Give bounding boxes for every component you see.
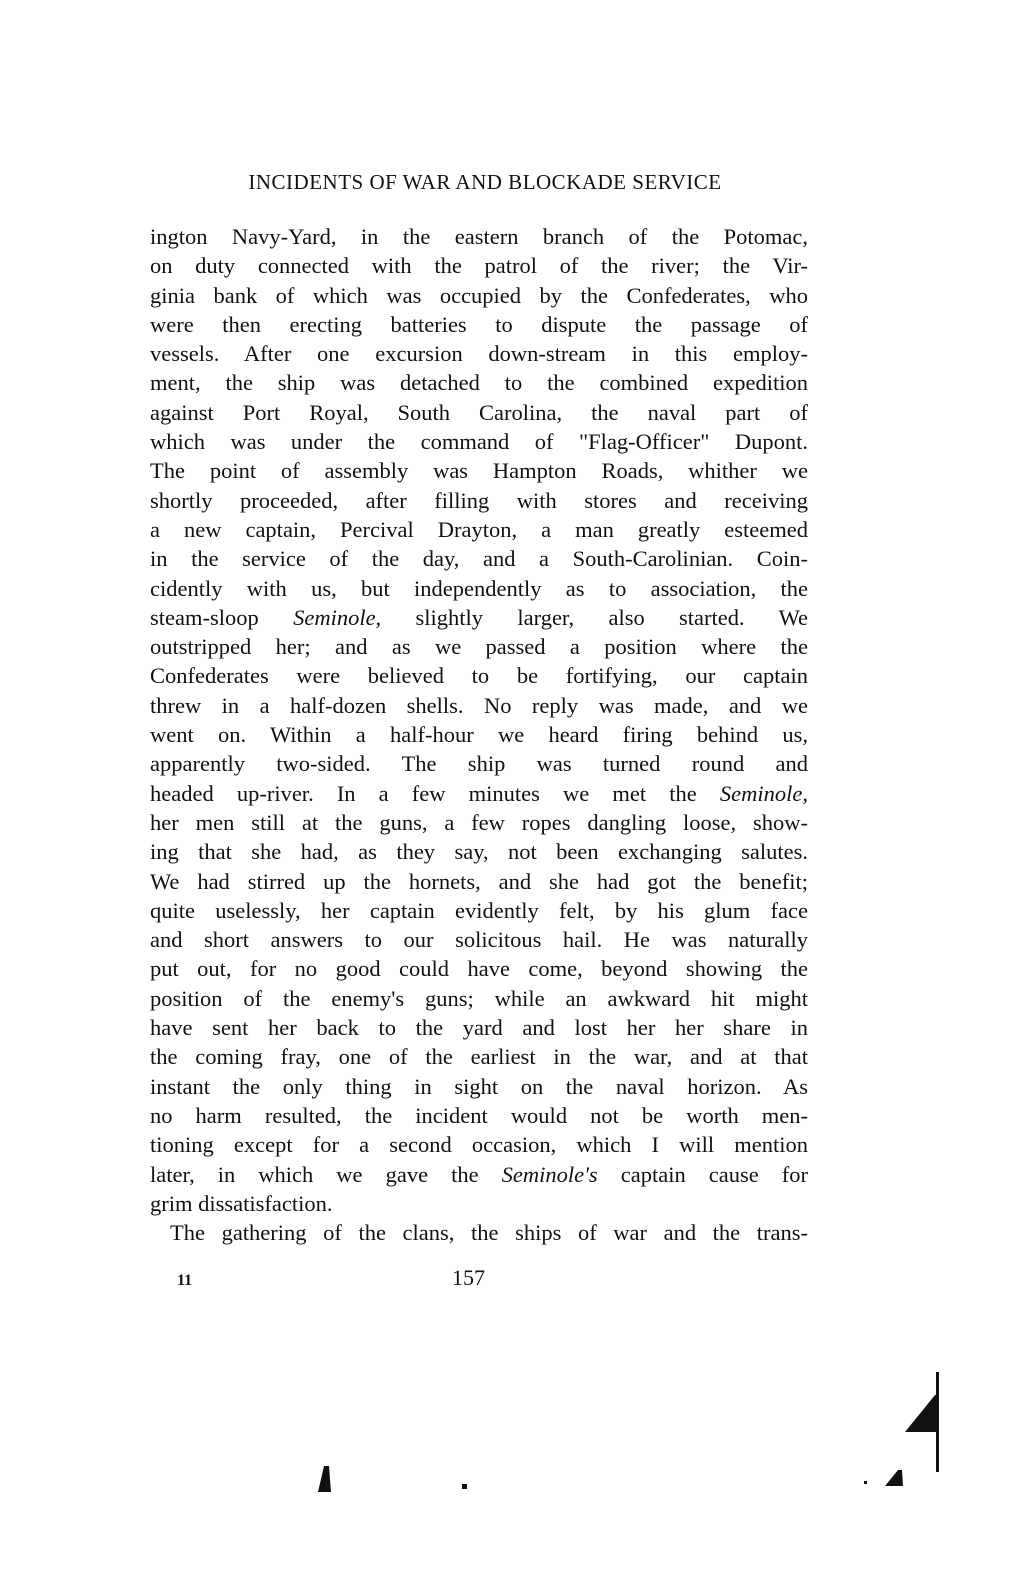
text-line: instant the only thing in sight on the naval horizon. As [150,1073,808,1099]
text-line: The gathering of the clans, the ships of war and the trans- [170,1220,808,1246]
ink-foot-right [885,1470,903,1486]
text-line: were then erecting batteries to dispute the passage of [150,311,808,337]
text-line: have sent her back to the yard and lost her her share in [150,1015,808,1041]
text-line: against Port Royal, South Carolina, the naval part of [150,399,808,425]
text-line: a new captain, Percival Drayton, a man greatly esteemed [150,516,808,542]
ink-mark-right [905,1395,938,1432]
text-line: no harm resulted, the incident would not be worth men- [150,1102,808,1128]
text-line: steam-sloop Seminole, slightly larger, also started. We [150,604,808,630]
text-line: and short answers to our solicitous hail. He was naturally [150,927,808,953]
text-line: ing that she had, as they say, not been exchanging salutes. [150,839,808,865]
text-line: tioning except for a second occasion, which I will mention [150,1132,808,1158]
text-line: cidently with us, but independently as to association, the [150,575,808,601]
text-line: quite uselessly, her captain evidently felt, by his glum face [150,897,808,923]
text-line: her men still at the guns, a few ropes dangling loose, show- [150,809,808,835]
text-line: went on. Within a half-hour we heard firing behind us, [150,722,808,748]
text-line: We had stirred up the hornets, and she had got the benefit; [150,868,808,894]
text-line: which was under the command of "Flag-Officer" Dupont. [150,429,808,455]
text-line: shortly proceeded, after filling with stores and receiving [150,487,808,513]
page-number: 157 [452,1265,485,1290]
ink-speck-left [318,1466,331,1492]
text-line: grim dissatisfaction. [150,1190,333,1216]
running-head: INCIDENTS OF WAR AND BLOCKADE SERVICE [248,170,722,194]
text-line: ment, the ship was detached to the combined expedition [150,370,808,396]
ink-bar-right [936,1372,939,1472]
body-text [150,222,808,1247]
text-line: The point of assembly was Hampton Roads, whither we [150,458,808,484]
text-line: threw in a half-dozen shells. No reply was made, and we [150,692,808,718]
text-line: later, in which we gave the Seminole's captain cause for [150,1161,808,1187]
text-line: ginia bank of which was occupied by the Confederates, who [150,282,808,308]
signature-mark: 11 [177,1272,193,1289]
text-line: position of the enemy's guns; while an awkward hit might [150,985,808,1011]
text-line: Confederates were believed to be fortifying, our captain [150,663,808,689]
text-line: put out, for no good could have come, beyond showing the [150,956,808,982]
ink-dot-center [462,1484,467,1489]
text-line: outstripped her; and as we passed a position where the [150,634,808,660]
text-line: in the service of the day, and a South-Carolinian. Coin- [150,546,808,572]
text-line: the coming fray, one of the earliest in the war, and at that [150,1044,808,1070]
text-line: vessels. After one excursion down-stream in this employ- [150,341,808,367]
text-line: ington Navy-Yard, in the eastern branch of the Potomac, [150,224,808,249]
text-line: headed up-river. In a few minutes we met the Seminole, [150,780,808,806]
text-line: on duty connected with the patrol of the river; the Vir- [150,253,808,279]
ink-dot-right [864,1481,867,1484]
text-line: apparently two-sided. The ship was turned round and [150,751,808,777]
